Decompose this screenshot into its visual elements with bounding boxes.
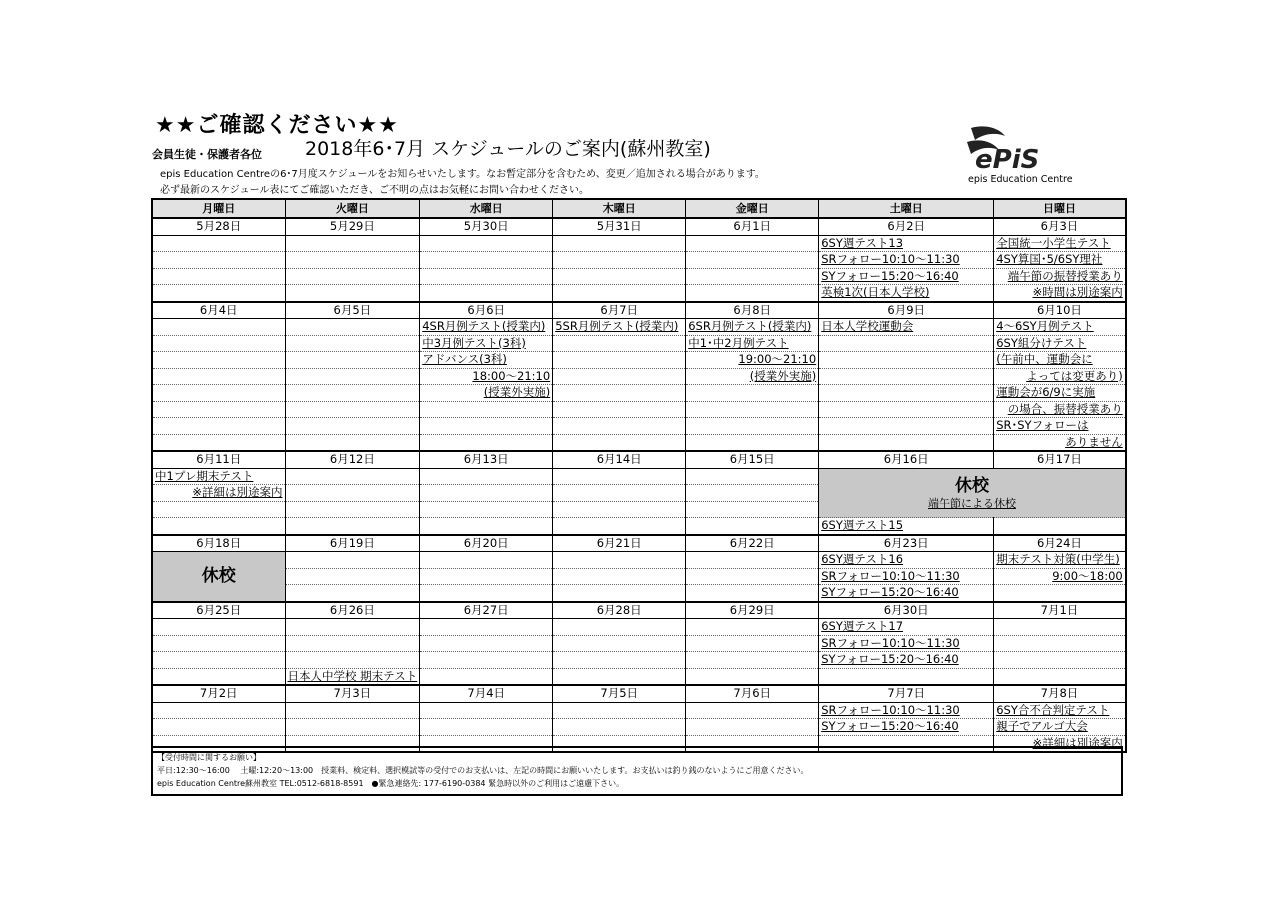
date-cell: 6月26日 <box>285 602 420 619</box>
date-cell: 6月23日 <box>819 535 994 552</box>
event-row <box>152 518 1126 535</box>
date-cell: 6月21日 <box>553 535 686 552</box>
event-cell <box>285 485 420 502</box>
audience-label: 会員生徒・保護者各位 <box>152 148 262 161</box>
date-cell: 6月11日 <box>152 451 285 468</box>
event-cell <box>285 702 420 719</box>
event-cell: 中3月例テスト(3科) <box>420 335 553 352</box>
event-cell <box>686 702 819 719</box>
event-cell <box>152 385 285 402</box>
week4-dates <box>152 535 1126 552</box>
event-cell: ※詳細は別途案内 <box>994 735 1126 752</box>
event-cell <box>420 285 553 302</box>
logo-text: ePiS <box>975 145 1040 175</box>
event-cell <box>152 319 285 336</box>
event-cell: 期末テスト対策(中学生) <box>994 552 1126 569</box>
event-cell <box>152 401 285 418</box>
event-cell <box>553 418 686 435</box>
event-cell <box>553 352 686 369</box>
date-cell: 7月8日 <box>994 685 1126 702</box>
event-cell <box>285 352 420 369</box>
event-cell <box>152 335 285 352</box>
event-cell: ※時間は別途案内 <box>994 285 1126 302</box>
intro-line-2: 必ず最新のスケジュール表にてご確認いただき、ご不明の点はお気軽にお問い合わせください。 <box>160 185 589 196</box>
event-row <box>152 585 1126 602</box>
event-cell: 端午節の振替授業あり <box>994 268 1126 285</box>
event-cell <box>553 485 686 502</box>
event-cell <box>553 702 686 719</box>
date-cell: 6月2日 <box>819 218 994 235</box>
event-cell <box>819 368 994 385</box>
event-row <box>152 285 1126 302</box>
event-cell <box>152 434 285 451</box>
event-cell: 6SY合不合判定テスト <box>994 702 1126 719</box>
date-cell: 6月4日 <box>152 302 285 319</box>
week6-dates <box>152 685 1126 702</box>
event-row <box>152 385 1126 402</box>
event-row <box>152 552 1126 569</box>
event-cell <box>553 235 686 252</box>
event-cell: 運動会が6/9に実施 <box>994 385 1126 402</box>
date-cell: 6月25日 <box>152 602 285 619</box>
event-cell: 18:00～21:10 <box>420 368 553 385</box>
event-cell <box>152 668 285 685</box>
event-cell <box>420 585 553 602</box>
event-cell <box>285 552 420 569</box>
date-cell: 7月3日 <box>285 685 420 702</box>
date-cell: 6月30日 <box>819 602 994 619</box>
event-cell <box>152 268 285 285</box>
event-row <box>152 719 1126 736</box>
event-cell <box>420 552 553 569</box>
event-cell <box>420 485 553 502</box>
event-cell <box>285 235 420 252</box>
event-cell: 全国統一小学生テスト <box>994 235 1126 252</box>
event-cell <box>553 652 686 669</box>
event-cell: (授業外実施) <box>686 368 819 385</box>
date-cell: 5月28日 <box>152 218 285 235</box>
event-row <box>152 335 1126 352</box>
event-cell <box>152 652 285 669</box>
date-cell: 6月27日 <box>420 602 553 619</box>
date-cell: 6月3日 <box>994 218 1126 235</box>
date-cell: 7月6日 <box>686 685 819 702</box>
date-cell: 6月13日 <box>420 451 553 468</box>
event-cell <box>994 619 1126 636</box>
event-cell <box>553 585 686 602</box>
event-cell: SRフォロー10:10～11:30 <box>819 635 994 652</box>
event-cell: SYフォロー15:20～16:40 <box>819 652 994 669</box>
event-cell: SYフォロー15:20～16:40 <box>819 268 994 285</box>
weekday-header-row <box>152 199 1126 218</box>
event-cell: (午前中、運動会に <box>994 352 1126 369</box>
event-cell <box>420 434 553 451</box>
event-cell <box>420 501 553 518</box>
date-cell: 6月8日 <box>686 302 819 319</box>
event-cell <box>152 619 285 636</box>
weekday-sun: 日曜日 <box>994 199 1126 218</box>
event-cell <box>420 252 553 269</box>
event-cell <box>285 368 420 385</box>
event-row <box>152 352 1126 369</box>
event-cell <box>420 702 553 719</box>
event-cell <box>285 652 420 669</box>
event-cell <box>420 268 553 285</box>
closed-note: 端午節による休校 <box>927 496 1016 510</box>
event-cell <box>553 468 686 485</box>
event-cell <box>553 635 686 652</box>
event-cell <box>686 252 819 269</box>
event-cell: 6SY週テスト15 <box>819 518 994 535</box>
date-cell: 5月30日 <box>420 218 553 235</box>
event-row <box>152 268 1126 285</box>
event-cell <box>686 568 819 585</box>
event-cell <box>553 285 686 302</box>
event-cell <box>285 401 420 418</box>
event-cell <box>420 719 553 736</box>
date-cell: 7月4日 <box>420 685 553 702</box>
event-cell <box>152 368 285 385</box>
event-cell <box>686 635 819 652</box>
date-cell: 6月9日 <box>819 302 994 319</box>
week5-dates <box>152 602 1126 619</box>
event-cell <box>819 385 994 402</box>
date-cell: 6月19日 <box>285 535 420 552</box>
weekday-thu: 木曜日 <box>553 199 686 218</box>
event-cell <box>285 268 420 285</box>
event-cell: SRフォロー10:10～11:30 <box>819 568 994 585</box>
event-cell <box>686 719 819 736</box>
event-cell <box>686 401 819 418</box>
event-cell <box>285 335 420 352</box>
event-row <box>152 635 1126 652</box>
weekday-sat: 土曜日 <box>819 199 994 218</box>
event-cell <box>285 468 420 485</box>
weekday-mon: 月曜日 <box>152 199 285 218</box>
date-cell: 6月10日 <box>994 302 1126 319</box>
event-cell <box>686 501 819 518</box>
event-cell <box>994 585 1126 602</box>
event-cell <box>819 335 994 352</box>
event-cell <box>285 518 420 535</box>
event-cell <box>686 235 819 252</box>
event-cell <box>553 552 686 569</box>
event-cell <box>285 635 420 652</box>
event-row <box>152 368 1126 385</box>
event-cell <box>819 668 994 685</box>
headline: ★★ご確認ください★★ <box>155 113 399 138</box>
event-cell: 9:00～18:00 <box>994 568 1126 585</box>
event-cell <box>152 418 285 435</box>
event-cell: 4～6SY月例テスト <box>994 319 1126 336</box>
event-cell: 4SY算国･5/6SY理社 <box>994 252 1126 269</box>
weekday-fri: 金曜日 <box>686 199 819 218</box>
date-cell: 6月6日 <box>420 302 553 319</box>
event-cell: (授業外実施) <box>420 385 553 402</box>
weekday-wed: 水曜日 <box>420 199 553 218</box>
event-cell <box>686 468 819 485</box>
date-cell: 7月7日 <box>819 685 994 702</box>
event-row <box>152 319 1126 336</box>
event-row <box>152 668 1126 685</box>
event-cell <box>994 668 1126 685</box>
event-row <box>152 652 1126 669</box>
event-row <box>152 619 1126 636</box>
event-cell <box>686 619 819 636</box>
event-row <box>152 434 1126 451</box>
closed-block-weekend <box>819 468 1126 518</box>
date-cell: 5月31日 <box>553 218 686 235</box>
event-cell <box>553 401 686 418</box>
event-cell <box>686 268 819 285</box>
event-cell: 19:00～21:10 <box>686 352 819 369</box>
date-cell: 7月2日 <box>152 685 285 702</box>
event-row <box>152 401 1126 418</box>
week1-dates <box>152 218 1126 235</box>
event-cell <box>553 668 686 685</box>
event-cell <box>285 719 420 736</box>
event-cell <box>285 319 420 336</box>
event-cell: 6SY週テスト13 <box>819 235 994 252</box>
date-cell: 6月22日 <box>686 535 819 552</box>
event-cell <box>285 418 420 435</box>
event-cell <box>553 719 686 736</box>
footer-notice <box>151 746 1123 796</box>
date-cell: 6月5日 <box>285 302 420 319</box>
event-cell <box>152 518 285 535</box>
footer-line-2: epis Education Centre蘇州教室 TEL:0512-6818-8591 ●緊急連絡先: 177-6190-0384 緊急時以外のご利用はご遠慮下さい。 <box>157 779 625 788</box>
footer-line-1: 平日:12:30～16:00 土曜:12:20～13:00 授業料、検定料、選択模試等の受付でのお支払いは、左記の時間にお願いいたします。お支払いは釣り銭のないようにご用意ください。 <box>157 766 809 775</box>
event-cell <box>553 385 686 402</box>
event-cell <box>686 418 819 435</box>
event-cell <box>420 235 553 252</box>
event-cell <box>686 385 819 402</box>
event-row <box>152 568 1126 585</box>
event-cell <box>553 501 686 518</box>
event-cell: 英検1次(日本人学校) <box>819 285 994 302</box>
date-cell: 6月17日 <box>994 451 1126 468</box>
date-cell: 6月18日 <box>152 535 285 552</box>
date-cell: 6月7日 <box>553 302 686 319</box>
event-cell <box>285 568 420 585</box>
date-cell: 6月15日 <box>686 451 819 468</box>
event-row <box>152 252 1126 269</box>
event-cell <box>152 719 285 736</box>
event-cell <box>994 652 1126 669</box>
event-row <box>152 468 1126 485</box>
event-cell <box>686 668 819 685</box>
event-row <box>152 235 1126 252</box>
closed-label: 休校 <box>201 566 236 587</box>
event-cell: アドバンス(3科) <box>420 352 553 369</box>
schedule-table <box>151 198 1127 753</box>
event-cell: 5SR月例テスト(授業内) <box>553 319 686 336</box>
event-cell <box>686 552 819 569</box>
event-cell <box>152 252 285 269</box>
event-cell <box>553 252 686 269</box>
date-cell: 5月29日 <box>285 218 420 235</box>
event-row <box>152 418 1126 435</box>
event-cell <box>553 268 686 285</box>
event-cell <box>420 418 553 435</box>
event-cell <box>420 668 553 685</box>
logo-caption: epis Education Centre <box>968 174 1073 185</box>
date-cell: 6月14日 <box>553 451 686 468</box>
footer-heading: 【受付時間に関するお願い】 <box>157 753 261 762</box>
date-cell: 6月12日 <box>285 451 420 468</box>
event-cell: SYフォロー15:20～16:40 <box>819 719 994 736</box>
event-cell <box>285 285 420 302</box>
event-cell <box>553 368 686 385</box>
weekday-tue: 火曜日 <box>285 199 420 218</box>
event-cell: SRフォロー10:10～11:30 <box>819 252 994 269</box>
event-cell <box>420 401 553 418</box>
date-cell: 6月16日 <box>819 451 994 468</box>
event-cell <box>285 619 420 636</box>
event-row <box>152 702 1126 719</box>
event-cell <box>285 252 420 269</box>
event-cell <box>152 235 285 252</box>
event-cell <box>420 619 553 636</box>
event-cell <box>686 485 819 502</box>
event-cell: SRフォロー10:10～11:30 <box>819 702 994 719</box>
event-cell <box>285 585 420 602</box>
event-cell: ※詳細は別途案内 <box>152 485 285 502</box>
event-cell <box>686 518 819 535</box>
event-cell <box>553 619 686 636</box>
event-cell <box>152 702 285 719</box>
date-cell: 6月28日 <box>553 602 686 619</box>
event-cell: 6SY週テスト16 <box>819 552 994 569</box>
event-cell <box>553 335 686 352</box>
event-cell: 中1･中2月例テスト <box>686 335 819 352</box>
event-cell <box>686 652 819 669</box>
closed-label: 休校 <box>954 475 989 496</box>
date-cell: 7月1日 <box>994 602 1126 619</box>
event-cell <box>686 434 819 451</box>
closed-block-monday <box>152 552 285 602</box>
event-cell <box>420 468 553 485</box>
event-cell <box>819 434 994 451</box>
event-cell <box>553 518 686 535</box>
event-cell: の場合、振替授業あり <box>994 401 1126 418</box>
event-cell <box>994 635 1126 652</box>
event-cell <box>152 635 285 652</box>
event-cell <box>420 635 553 652</box>
event-cell <box>819 352 994 369</box>
event-cell: 6SY週テスト17 <box>819 619 994 636</box>
event-cell: ありません <box>994 434 1126 451</box>
intro-line-1: epis Education Centreの6･7月度スケジュールをお知らせいたします。なお暫定部分を含むため、変更／追加される場合があります。 <box>160 169 765 180</box>
event-cell <box>152 501 285 518</box>
event-cell <box>819 401 994 418</box>
event-cell <box>553 568 686 585</box>
event-cell <box>152 285 285 302</box>
page-title: 2018年6･7月 スケジュールのご案内(蘇州教室) <box>305 138 711 160</box>
event-cell <box>420 518 553 535</box>
event-cell <box>420 568 553 585</box>
event-cell <box>152 352 285 369</box>
event-cell: 日本人学校運動会 <box>819 319 994 336</box>
week3-dates <box>152 451 1126 468</box>
event-cell: 親子でアルゴ大会 <box>994 719 1126 736</box>
date-cell: 7月5日 <box>553 685 686 702</box>
event-cell <box>553 434 686 451</box>
event-cell <box>285 385 420 402</box>
event-cell <box>994 518 1126 535</box>
event-cell: SYフォロー15:20～16:40 <box>819 585 994 602</box>
event-cell: 4SR月例テスト(授業内) <box>420 319 553 336</box>
event-cell: 6SY組分けテスト <box>994 335 1126 352</box>
event-cell: 6SR月例テスト(授業内) <box>686 319 819 336</box>
event-cell <box>819 418 994 435</box>
event-cell: よっては変更あり) <box>994 368 1126 385</box>
event-cell <box>420 652 553 669</box>
date-cell: 6月24日 <box>994 535 1126 552</box>
event-cell: 日本人中学校 期末テスト <box>285 668 420 685</box>
event-cell: 中1プレ期末テスト <box>152 468 285 485</box>
event-cell <box>686 585 819 602</box>
date-cell: 6月20日 <box>420 535 553 552</box>
week2-dates <box>152 302 1126 319</box>
date-cell: 6月1日 <box>686 218 819 235</box>
date-cell: 6月29日 <box>686 602 819 619</box>
event-cell: SR･SYフォローは <box>994 418 1126 435</box>
event-cell <box>686 285 819 302</box>
event-cell <box>285 434 420 451</box>
event-cell <box>285 501 420 518</box>
